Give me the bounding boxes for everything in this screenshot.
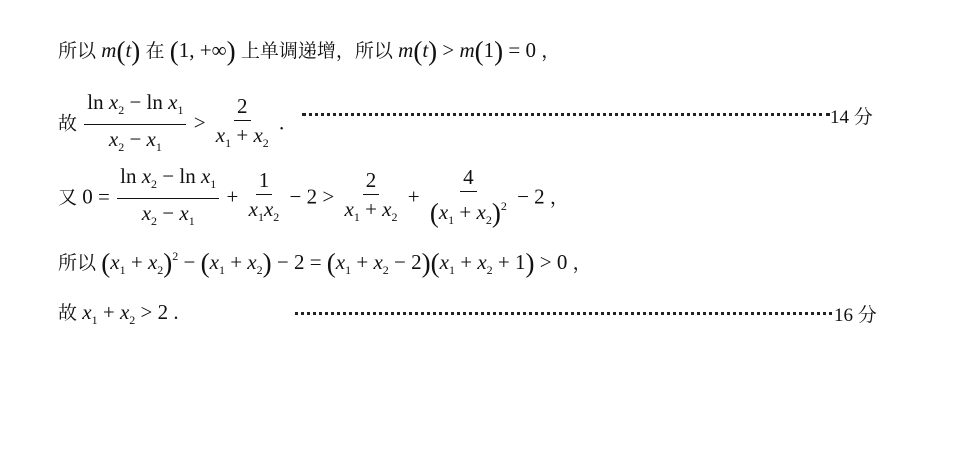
score-16: 16 分 bbox=[834, 305, 877, 326]
text-comma: ， bbox=[549, 186, 569, 209]
text-gu: 故 bbox=[58, 302, 78, 324]
formula-interval: (1, +∞) bbox=[169, 36, 236, 66]
text-suoyi: 所以 bbox=[58, 252, 97, 274]
text-zai: 在 bbox=[145, 40, 165, 62]
text-comma: ， bbox=[572, 252, 592, 274]
formula-conclusion: $x_1 + x_2 > 2$ bbox=[82, 300, 169, 327]
step-line-2 bbox=[58, 88, 284, 161]
fraction-two-over-sum: $\frac{2}{x_1 + x_2}$ bbox=[215, 94, 269, 150]
formula-m-t: m(t) bbox=[101, 36, 141, 66]
minus-two-gt: − 2 > bbox=[289, 184, 335, 209]
formula-factorization: $(x_1 + x_2)^2 - (x_1 + x_2) - 2 = (x_1 + x_2 - 2)(x_1 + x_2 + 1) > 0$ bbox=[101, 248, 568, 278]
fraction-log-diff: $\frac{\ln x_2 - \ln x_1}{x_2 - x_1}$ bbox=[117, 162, 219, 235]
fraction-log-diff: $\frac{\ln x_2 - \ln x_1}{x_2 - x_1}$ bbox=[84, 88, 186, 161]
step-line-1 bbox=[58, 36, 560, 67]
step-line-3 bbox=[58, 162, 569, 235]
fraction-four-over-square: $\frac{4}{(x_1 + x_2)^2}$ bbox=[429, 165, 507, 228]
plus-sign: + bbox=[407, 184, 420, 209]
text-gu: 故 bbox=[58, 112, 78, 135]
fraction-one-over-product: $\frac{1}{x_1x_2}$ bbox=[248, 168, 280, 224]
score-14: 14 分 bbox=[830, 107, 873, 128]
plus-sign: + bbox=[226, 184, 239, 209]
zero-eq: 0 = bbox=[82, 184, 110, 209]
step-line-5 bbox=[58, 298, 179, 328]
text-you: 又 bbox=[58, 186, 78, 209]
fraction-two-over-sum: $\frac{2}{x_1 + x_2}$ bbox=[344, 168, 398, 224]
gt-sign: > bbox=[193, 110, 211, 135]
period: . bbox=[279, 110, 285, 135]
text-suoyi: 所以 bbox=[58, 40, 97, 62]
step-line-4 bbox=[58, 248, 592, 279]
formula-m-ineq: m(t) > m(1) = 0 bbox=[398, 36, 537, 66]
minus-two: − 2 bbox=[517, 184, 545, 209]
dotted-leader-2 bbox=[295, 312, 832, 315]
period: . bbox=[173, 300, 179, 324]
text-monotone: 上单调递增，所以 bbox=[240, 40, 393, 62]
dotted-leader-1 bbox=[302, 113, 830, 116]
text-comma: ， bbox=[541, 40, 561, 62]
